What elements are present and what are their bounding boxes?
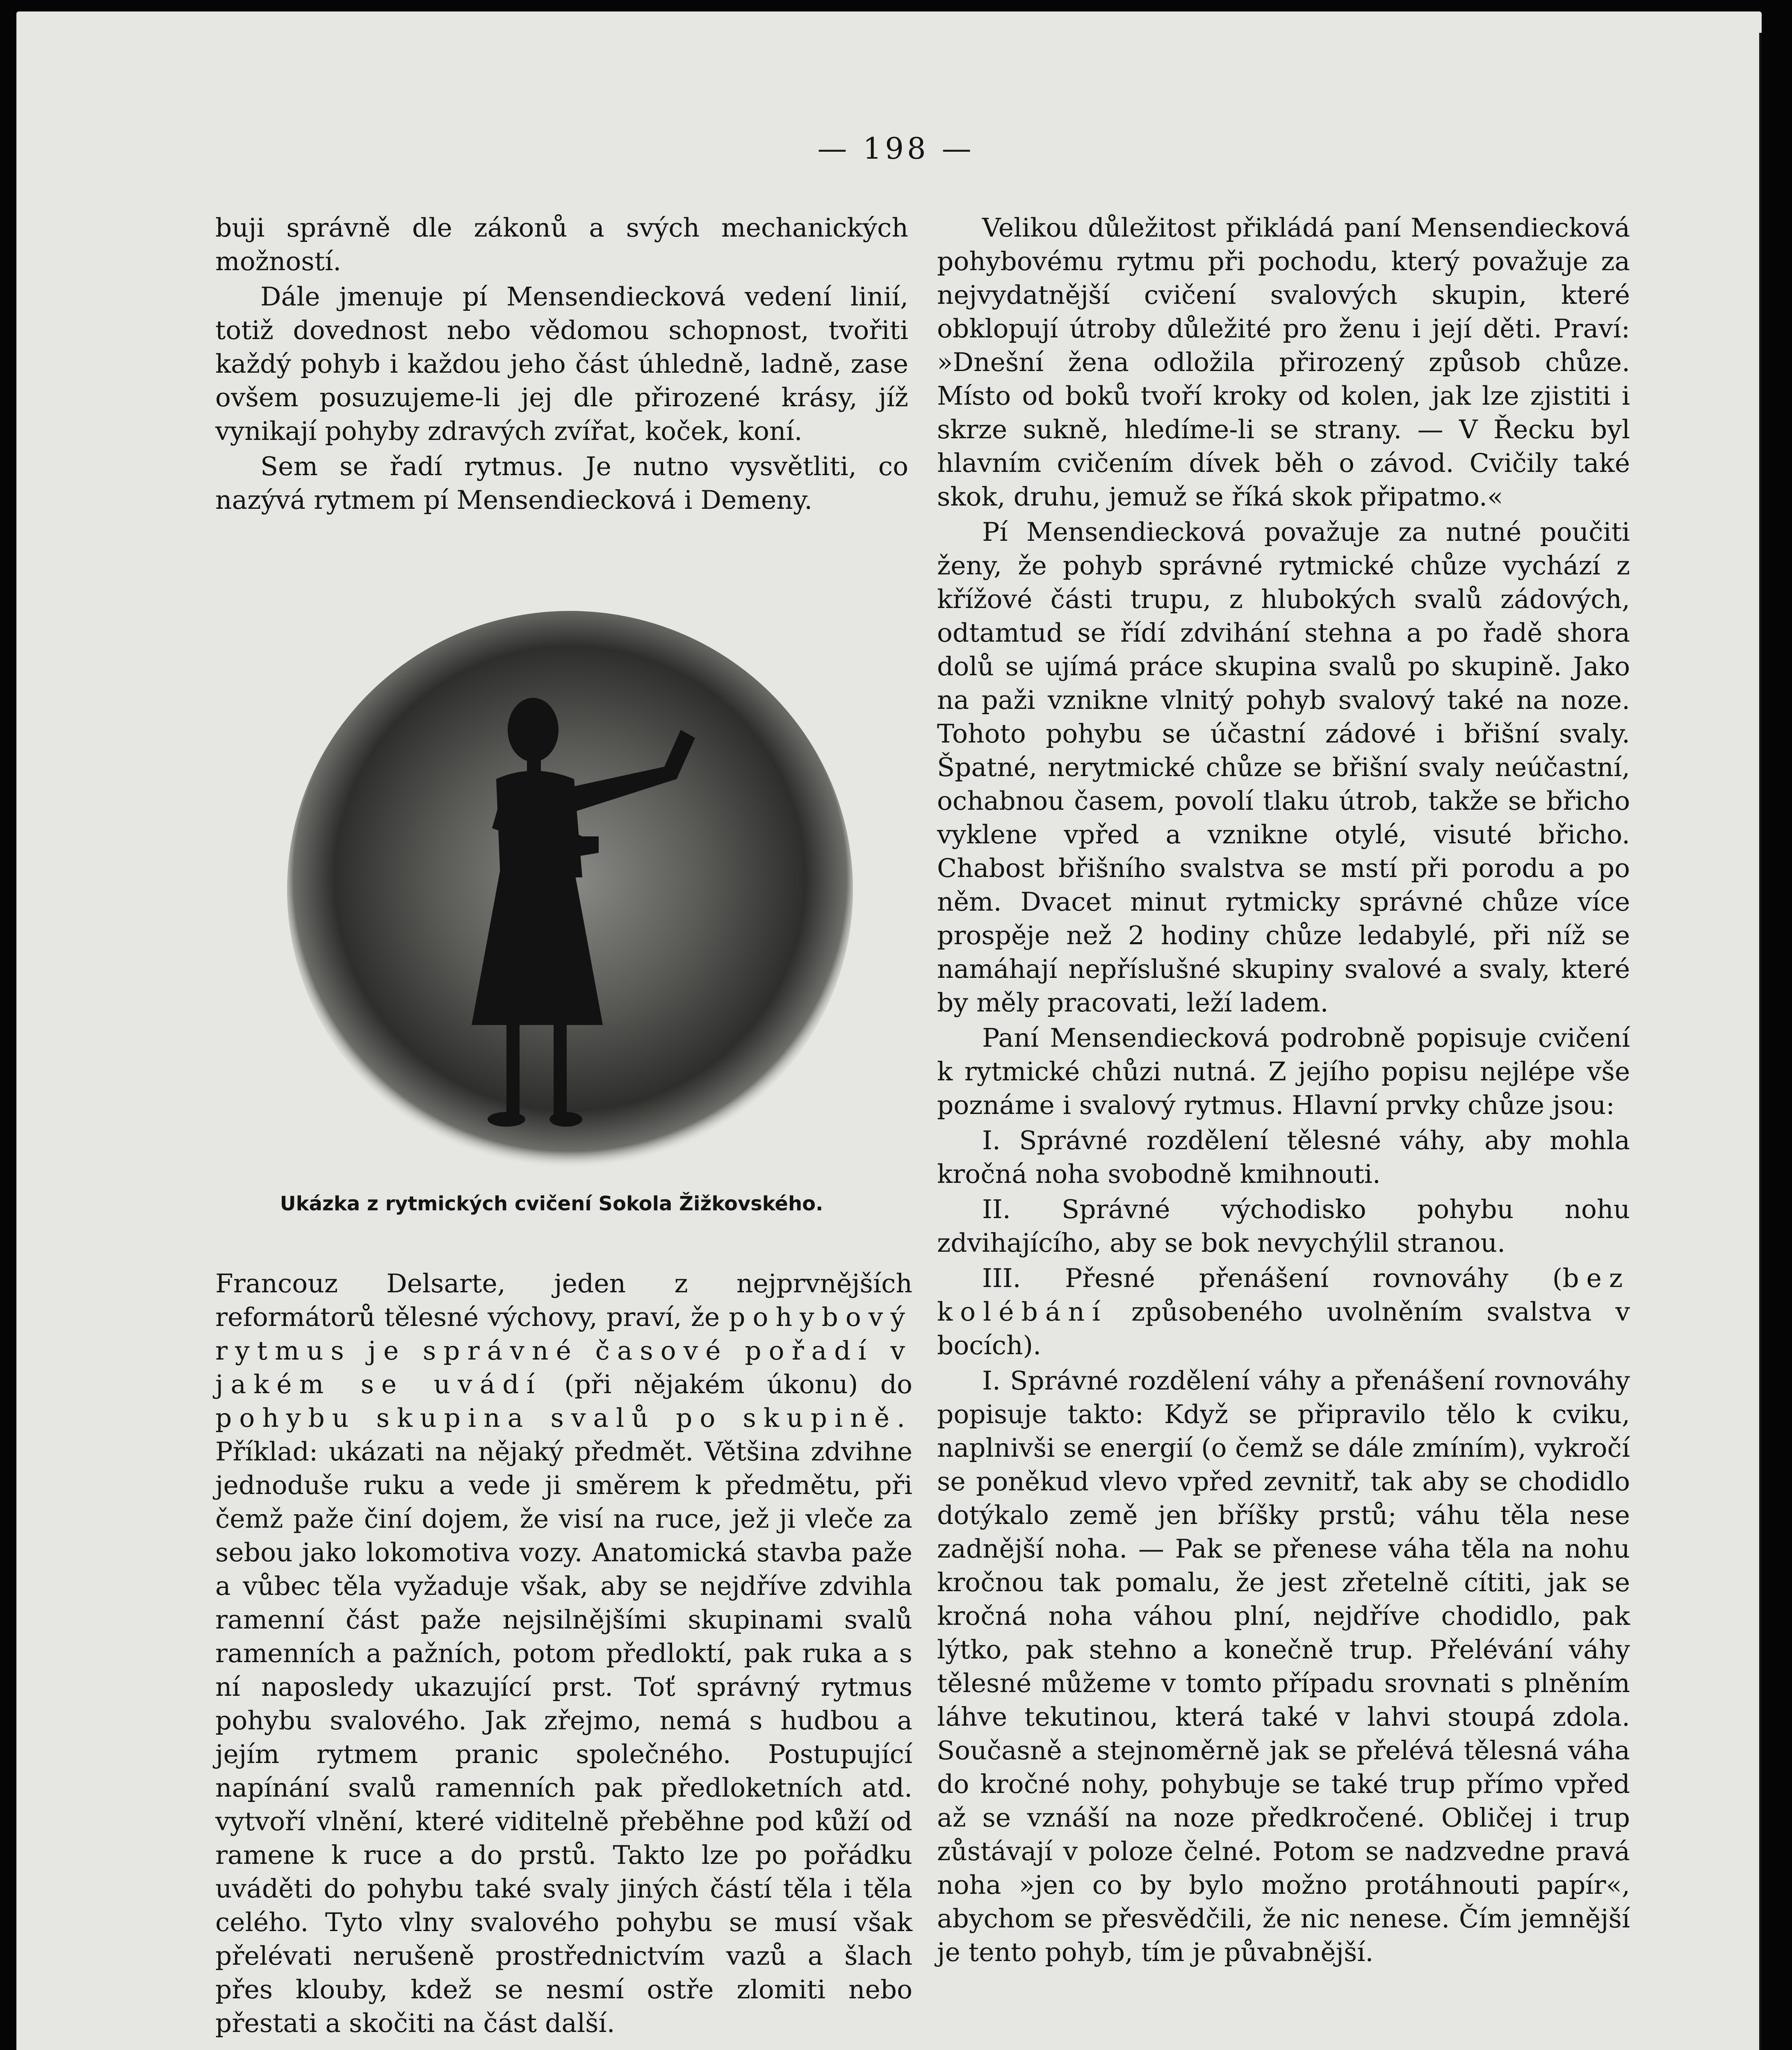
delsarte-definition-spaced-2: pohybu skupina svalů po skupině. [215,1403,912,1433]
paragraph-2: Dále jmenuje pí Mensendiecková vedení linií, totiž dovednost nebo vědomou schopnost, tvořiti každý pohyb i každou jeho část úhledně, ladně, zase ovšem posuzujeme-li jej dle přirozené krásy, jíž vynikají pohyby zdravých zvířat, koček, koní. [215,282,908,446]
r6-spaced: bez kolébání [937,1263,1630,1327]
vignette-photograph [287,607,853,1173]
paragraph-r2: Pí Mensendiecková považuje za nutné poučiti ženy, že pohyb správné rytmické chůze vychází z křížové části trupu, z hlubokých svalů zádových, odtamtud se řídí zdvihání stehna a po řadě shora dolů se ujímá práce skupina svalů po skupině. Jako na paži vznikne vlnitý pohyb svalový také na noze. Tohoto pohybu se účastní zádové i břišní svaly. Špatné, nerytmické chůze se břišní svaly neúčastní, ochabnou časem, povolí tlaku útrob, takže se břicho vyklene vpřed a vznikne otylé, visuté břicho. Chabost břišního svalstva se mstí při porodu a po něm. Dvacet minut rytmicky správné chůze více prospěje než 2 hodiny chůze ledabylé, při níž se namáhají nepříslušné skupiny svalové a svaly, které by měly pracovati, leží ladem. [937,517,1630,1018]
page-number: — 198 — [817,131,975,166]
paragraph-r5: II. Správné východisko pohybu nohu zdvihajícího, aby se bok nevychýlil stranou. [937,1194,1630,1258]
right-column [937,211,1630,1969]
left-column-top [215,211,908,517]
page-edge-line [1759,33,1762,2050]
paragraph-r6 [937,1262,1630,1362]
left-column-bottom [215,1267,912,2040]
r6-part-a: III. Přesné přenášení rovnováhy ( [982,1263,1563,1293]
paragraph-r7: I. Správné rozdělení váhy a přenášení rovnováhy popisuje takto: Když se připravilo tělo k cviku, naplnivši se energií (o čemž se dále zmíním), vykročí se poněkud vlevo vpřed zevnitř, tak aby se chodidlo dotýkalo země jen bříšky prstů; váhu těla nese zadnější noha. — Pak se přenese váha těla na nohu kročnou tak pomalu, že jest zřetelně cítiti, jak se kročná noha váhou plní, nejdříve chodidlo, pak lýtko, pak stehno a konečně trup. Přelévání váhy tělesné můžeme v tomto případu srovnati s plněním láhve tekutinou, která také v lahvi stoupá zdola. Současně a stejnoměrně jak se přelévá tělesná váha do kročné nohy, pohybuje se také trup přímo vpřed až se vznáší na noze předkročené. Obličej i trup zůstávají v poloze čelné. Potom se nadzvedne pravá noha »jen co by bylo možno protáhnouti papír«, abychom se přesvědčili, že nic nenese. Čím jemnější je tento pohyb, tím je půvabnější. [937,1366,1630,1967]
paragraph-r1: Velikou důležitost přikládá paní Mensendiecková pohybovému rytmu při pochodu, který považuje za nejvydatnější cvičení svalových skupin, které obklopují útroby důležité pro ženu i její děti. Praví: »Dnešní žena odložila přirozený způsob chůze. Místo od boků tvoří kroky od kolen, jak lze zjistiti i skrze sukně, hledíme-li se strany. — V Řecku byl hlavním cvičením dívek běh o závod. Cvičily také skok, druhu, jemuž se říká skok připatmo.« [937,213,1630,512]
delsarte-definition-spaced: pohybový rytmus je správné časové pořadí v jakém se uvádí [215,1302,912,1399]
delsarte-rest: Příklad: ukázati na nějaký předmět. Většina zdvihne jednoduše ruku a vede ji směrem k předmětu, při čemž paže činí dojem, že visí na ruce, jež ji vleče za sebou jako lokomotiva vozy. Anatomická stavba paže a vůbec těla vyžaduje však, aby se nejdříve zdvihla ramenní část paže nejsilnějšími skupinami svalů ramenních a pažních, potom předloktí, pak ruka a s ní naposledy ukazující prst. Toť správný rytmus pohybu svalového. Jak zřejmo, nemá s hudbou a jejím rytmem pranic společného. Postupující napínání svalů ramenních pak předloketních atd. vytvoří vlnění, které viditelně přeběhne pod kůží od ramene k ruce a do prstů. Takto lze po pořádku uváděti do pohybu také svaly jiných částí těla i těla celého. Tyto vlny svalového pohybu se musí však přelévati nerušeně prostřednictvím vazů a šlach přes klouby, kdež se nesmí ostře zlomiti nebo přestati a skočiti na část další. [215,1437,912,2038]
paragraph-3: Sem se řadí rytmus. Je nutno vysvětliti, co nazývá rytmem pí Mensendiecková i Demeny. [215,451,908,515]
delsarte-mid: (při nějakém úkonu) do [564,1369,912,1399]
r6-part-b: způsobeného uvolněním svalstva v bocích). [937,1297,1630,1360]
paragraph-r3: Paní Mensendiecková podrobně popisuje cvičení k rytmické chůzi nutná. Z jejího popisu nejlépe vše poznáme i svalový rytmus. Hlavní prvky chůze jsou: [937,1023,1630,1120]
paragraph-r4: I. Správné rozdělení tělesné váhy, aby mohla kročná noha svobodně kmihnouti. [937,1125,1630,1189]
delsarte-intro: Francouz Delsarte, jeden z nejprvnějších reformátorů tělesné výchovy, praví, že [215,1269,912,1332]
photo-caption: Ukázka z rytmických cvičení Sokola Žižkovského. [280,1192,823,1215]
paragraph-delsarte [215,1267,912,2040]
paragraph-1: buji správně dle zákonů a svých mechanických možností. [215,213,908,276]
